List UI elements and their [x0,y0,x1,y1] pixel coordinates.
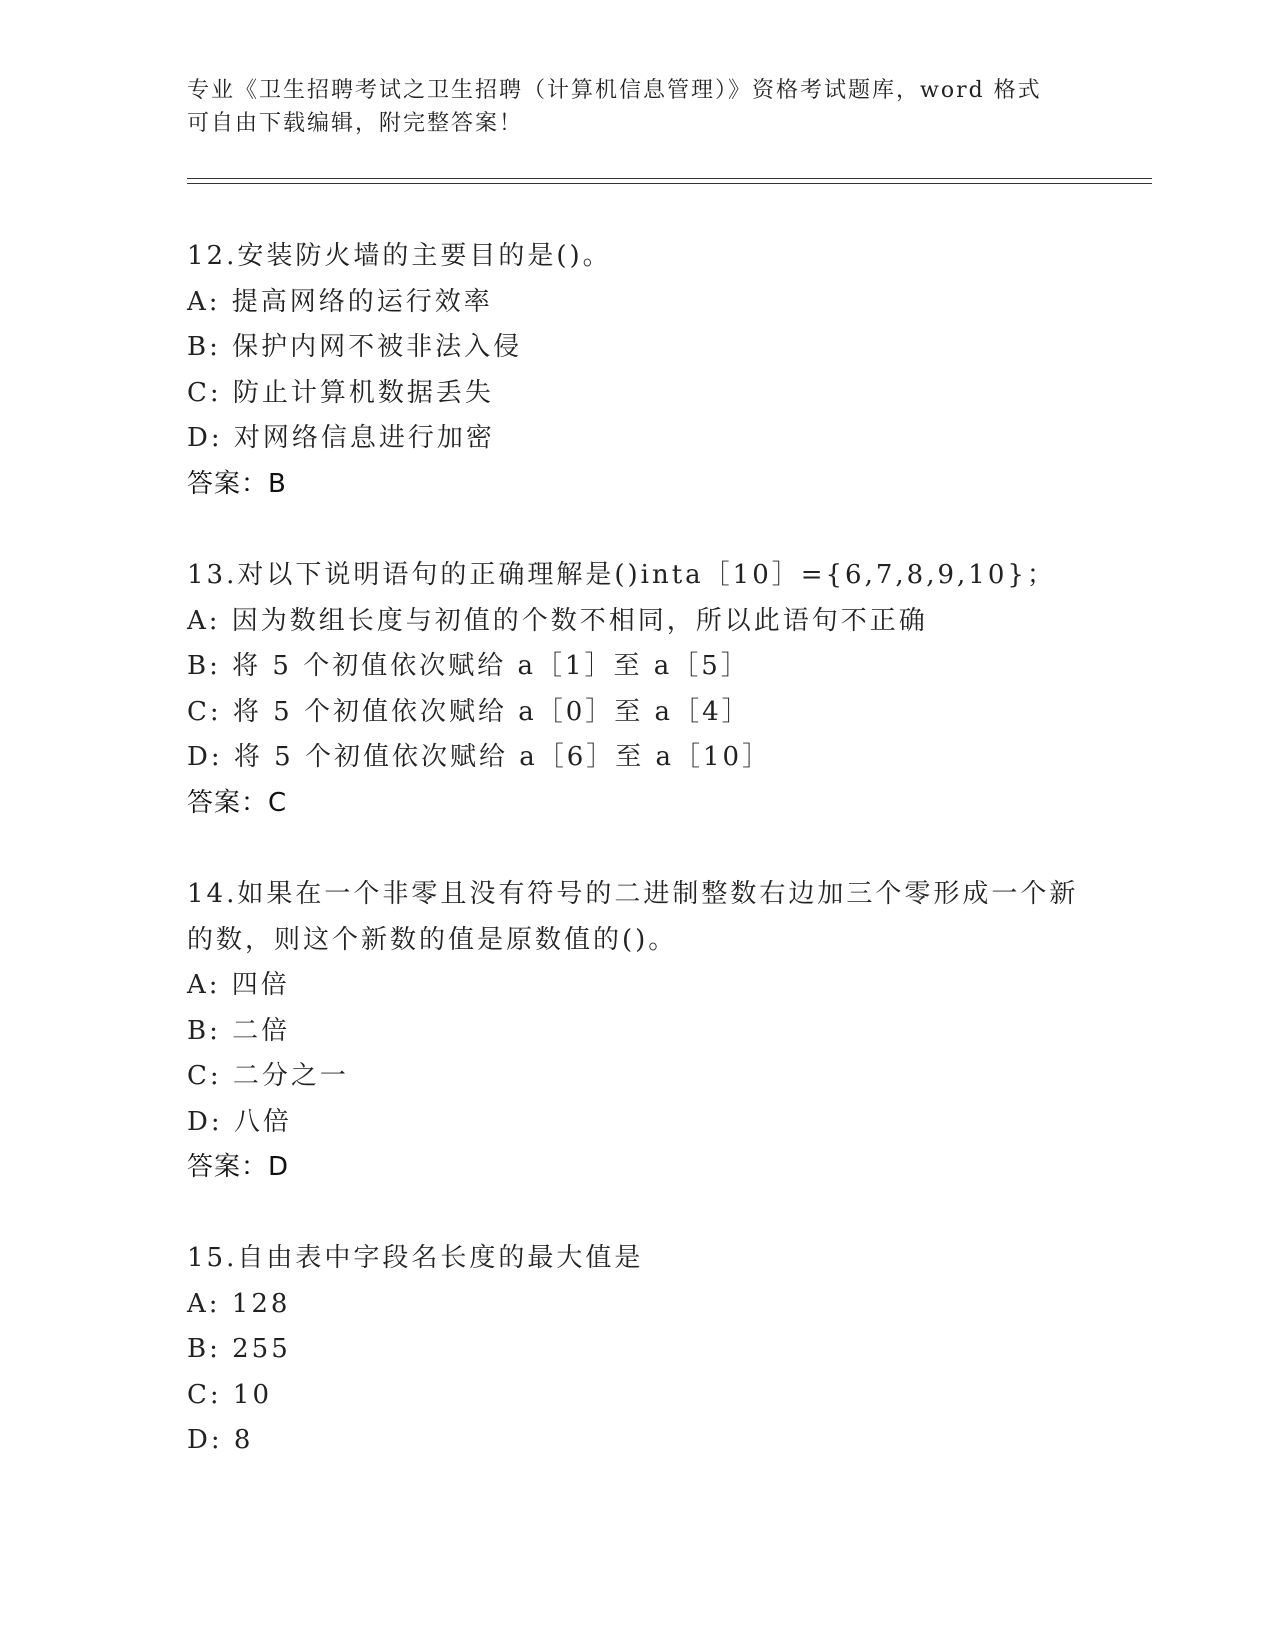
header-divider-top [187,178,1152,179]
option-d: D: 对网络信息进行加密 [187,423,495,453]
answer-line: 答案：C [187,787,288,818]
question-stem: 15.自由表中字段名长度的最大值是 [187,1243,644,1273]
option-c: C: 二分之一 [187,1061,349,1091]
header-divider-bottom [187,183,1152,184]
question-14 [187,872,1087,1191]
option-c: C: 防止计算机数据丢失 [187,377,494,408]
document-header [187,74,1067,140]
answer-line: 答案：B [187,468,287,499]
option-b: B: 二倍 [187,1015,291,1046]
option-c: C: 10 [187,1379,273,1410]
option-d: D: 8 [187,1425,254,1455]
option-d: D: 八倍 [187,1106,292,1137]
option-d: D: 将 5 个初值依次赋给 a［6］至 a［10］ [187,742,772,772]
option-a: A: 提高网络的运行效率 [187,286,493,317]
option-b: B: 255 [187,1334,291,1364]
option-a: A: 四倍 [187,970,290,1000]
option-b: B: 保护内网不被非法入侵 [187,332,523,362]
question-stem-line-2: 的数，则这个新数的值是原数值的()。 [187,924,678,955]
question-12 [187,234,1087,507]
header-line-2: 可自由下载编辑，附完整答案！ [187,111,524,136]
question-stem: 13.对以下说明语句的正确理解是()inta［10］={6,7,8,9,10}； [187,560,1056,590]
option-a: A: 128 [187,1288,291,1319]
question-stem: 12.安装防火墙的主要目的是()。 [187,241,612,271]
question-15 [187,1236,1087,1464]
question-stem-line-1: 14.如果在一个非零且没有符号的二进制整数右边加三个零形成一个新 [187,879,1079,909]
header-line-1: 专业《卫生招聘考试之卫生招聘（计算机信息管理）》资格考试题库，word 格式 [187,78,1042,103]
option-a: A: 因为数组长度与初值的个数不相同，所以此语句不正确 [187,605,928,636]
option-b: B: 将 5 个初值依次赋给 a［1］至 a［5］ [187,651,750,681]
question-13 [187,553,1087,826]
option-c: C: 将 5 个初值依次赋给 a［0］至 a［4］ [187,696,751,727]
answer-line: 答案：D [187,1152,290,1182]
